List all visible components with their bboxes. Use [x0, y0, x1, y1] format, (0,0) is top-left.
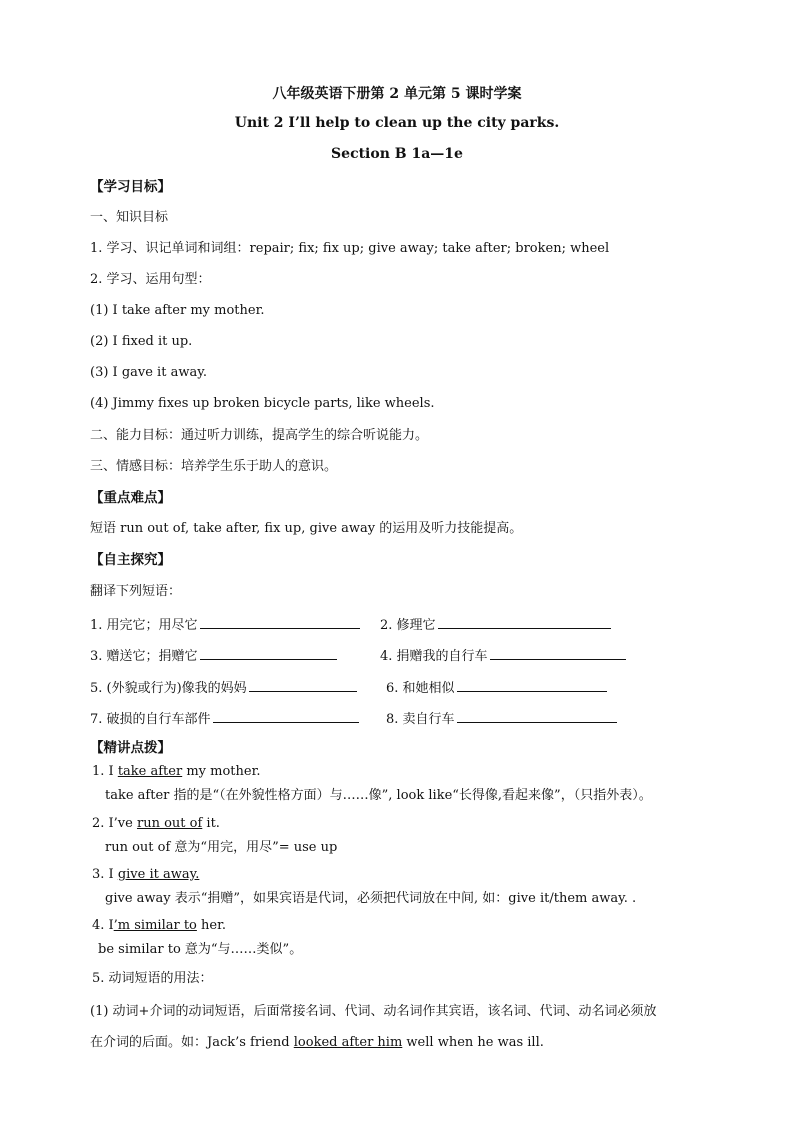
point-5: 5. 动词短语的用法： [92, 971, 213, 986]
sentence-1: (1) I take after my mother. [90, 303, 265, 318]
sentence-3: (3) I gave it away. [90, 365, 207, 380]
knowledge-heading: 一、知识目标 [90, 210, 169, 225]
key-text: 短语 run out of, take after, fix up, give away 的运用及听力技能提高。 [90, 521, 523, 536]
point-4-note: be similar to 意为“与……类似”。 [98, 942, 303, 957]
answer-blank[interactable] [438, 614, 611, 629]
sentence-2: (2) I fixed it up. [90, 334, 193, 349]
point-3-note: give away 表示“捐赠”，如果宾语是代词，必须把代词放在中间, 如：give it/them away. . [105, 891, 637, 906]
explore-instruction: 翻译下列短语： [90, 584, 182, 599]
answer-blank[interactable] [457, 677, 607, 692]
blank-item-8: 8. 卖自行车 [386, 708, 617, 729]
goals-heading: 【学习目标】 [90, 179, 171, 195]
points-heading: 【精讲点拨】 [90, 740, 171, 756]
sentence-4: (4) Jimmy fixes up broken bicycle parts, like wheels. [90, 396, 435, 411]
blank-item-6: 6. 和她相似 [386, 677, 607, 698]
key-heading: 【重点难点】 [90, 490, 171, 506]
point-1: 1. I take after my mother. [92, 764, 261, 779]
blank-item-5: 5. (外貌或行为)像我的妈妈 [90, 677, 357, 698]
answer-blank[interactable] [490, 645, 626, 660]
point-5-usage-2: 在介词的后面。如：Jack’s friend looked after him well when he was ill. [90, 1035, 544, 1050]
blank-item-4: 4. 捐赠我的自行车 [380, 645, 626, 666]
point-1-note: take after 指的是“（在外貌性格方面）与……像”, look like“长得像,看起来像”，（只指外表）。 [105, 788, 652, 803]
answer-blank[interactable] [249, 677, 357, 692]
blank-item-3: 3. 赠送它；捐赠它 [90, 645, 337, 666]
emotion-goal: 三、情感目标：培养学生乐于助人的意识。 [90, 459, 338, 474]
point-2-note: run out of 意为“用完，用尽”= use up [105, 840, 338, 855]
answer-blank[interactable] [213, 708, 359, 723]
answer-blank[interactable] [200, 614, 360, 629]
doc-section: Section B 1a—1e [331, 146, 463, 162]
explore-heading: 【自主探究】 [90, 552, 171, 568]
knowledge-item-2: 2. 学习、运用句型： [90, 272, 211, 287]
point-5-usage-1: (1) 动词+介词的动词短语，后面常接名词、代词、动名词作其宾语，该名词、代词、动名词必须放 [90, 1004, 657, 1019]
point-3: 3. I give it away. [92, 867, 200, 882]
knowledge-item-1: 1. 学习、识记单词和词组：repair; fix; fix up; give away; take after; broken; wheel [90, 241, 610, 256]
doc-subtitle: Unit 2 I’ll help to clean up the city parks. [234, 115, 560, 131]
point-4: 4. I’m similar to her. [92, 918, 227, 933]
answer-blank[interactable] [200, 645, 337, 660]
ability-goal: 二、能力目标：通过听力训练，提高学生的综合听说能力。 [90, 428, 429, 443]
blank-item-2: 2. 修理它 [380, 614, 611, 635]
blank-item-1: 1. 用完它；用尽它 [90, 614, 360, 635]
doc-title: 八年级英语下册第 2 单元第 5 课时学案 [272, 86, 522, 102]
blank-item-7: 7. 破损的自行车部件 [90, 708, 359, 729]
point-2: 2. I’ve run out of it. [92, 816, 220, 831]
answer-blank[interactable] [457, 708, 617, 723]
